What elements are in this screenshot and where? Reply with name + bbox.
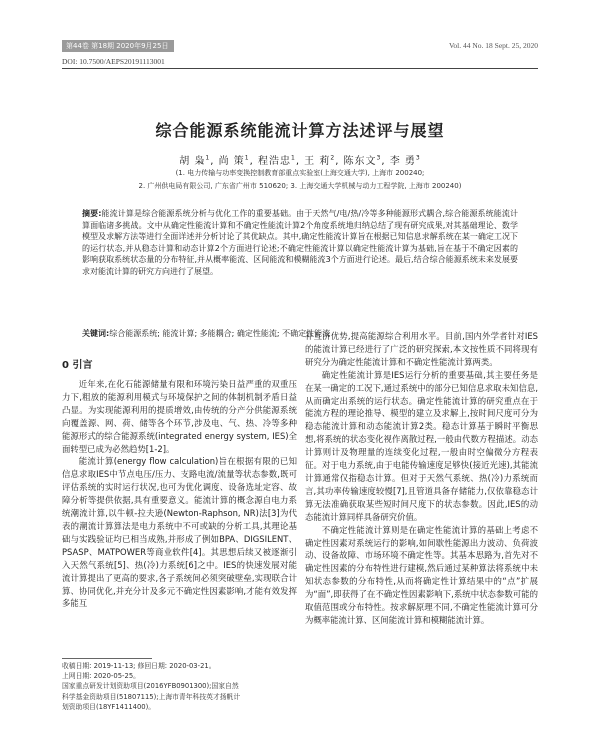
author: 尚 策$^1$, <box>218 154 258 167</box>
doi: DOI: 10.7500/AEPS20191113001 <box>62 57 165 66</box>
journal-issue-en: Vol. 44 No. 18 Sept. 25, 2020 <box>448 41 538 50</box>
paragraph: 确定性能流计算是IES运行分析的重要基础,其主要任务是在某一确定的工况下,通过系统中的部分已知信息求取未知信息,从而确定出系统的运行状态。确定性能流计算的研究重点在于能流方程的理论推导、模型的建立及求解上,按时间尺度可分为稳态能流计算和动态能流计算2类。稳态计算基于瞬时平衡思想,将系统的状态变化视作离散过程,一般由代数方程描述。动态计算则计及物理量的连续变化过程,一般由时空偏微分方程表征。对于电力系统,由于电能传输速度足够快(接近光速),其能流计算通常仅指稳态计算。但对于天然气系统、热(冷)力系统而言,其功率传输速度较慢[7],且管道具备存储能力,仅依靠稳态计算无法准确获取某些短时间尺度下的状态参数。因此,IES的动态能流计算同样具备研究价值。 <box>305 369 538 522</box>
affiliation-line-1: (1. 电力传输与功率变换控制教育部重点实验室(上海交通大学), 上海市 200240; <box>175 169 425 177</box>
footnote-line: 划资助项目(18YF1411400)。 <box>62 702 156 711</box>
right-column <box>305 330 538 730</box>
header-rule <box>62 68 538 69</box>
paragraph: 补互济优势,提高能源综合利用水平。目前,国内外学者针对IES的能流计算已经进行了广泛的研究探索,本文按性质不同将现有研究分为确定性能流计算和不确定性能流计算两类。 <box>305 331 538 367</box>
footnote-line: 收稿日期: 2019-11-13; 修回日期: 2020-03-21。 <box>62 662 216 670</box>
section-heading-introduction: 0 引言 <box>62 360 93 371</box>
journal-issue-band: 第44卷 第18期 2020年9月25日 <box>62 40 174 52</box>
affiliation-line-2: 2. 广州供电局有限公司, 广东省广州市 510620; 3. 上海交通大学机械与动力工程学院, 上海市 200240) <box>138 182 462 190</box>
paragraph: 近年来,在化石能源储量有限和环境污染日益严重的双重压力下,粗放的能源利用模式与环境保护之间的体制机制矛盾日益凸显。为实现能源利用的提质增效,由传统的分产分供能源系统向覆盖源、网、荷、储等各个环节,涉及电、气、热、冷等多种能源形式的综合能源系统(integrated energy system, IES)全面转型已成为必然趋势[1-2]。 <box>62 379 297 454</box>
footnote-rule <box>62 658 152 659</box>
abstract-text: 能流计算是综合能源系统分析与优化工作的重要基础。由于天然气/电/热/冷等多种能源形式耦合,综合能源系统能流计算面临诸多挑战。文中从确定性能流计算和不确定性能流计算2个角度系统地归纳总结了现有研究成果,对其基础理论、数学模型及求解方法等进行全面详述并分析讨论了其优缺点。其中,确定性能流计算旨在根据已知信息求解系统在某一确定工况下的运行状态,并从稳态计算和动态计算2个方面进行论述;不确定性能流计算以确定性能流计算为基础,旨在基于不确定因素的影响获取系统状态量的分布特征,并从概率能流、区间能流和模糊能流3个方面进行论述。最后,结合综合能源系统未来发展要求对能流计算的研究方向进行了展望。 <box>82 209 518 276</box>
author: 胡 枭$^1$, <box>179 154 219 167</box>
author: 王 莉$^2$, <box>304 154 344 167</box>
paper-title: 综合能源系统能流计算方法述评与展望 <box>155 121 445 140</box>
abstract-label: 摘要: <box>82 209 102 218</box>
footnotes <box>62 661 297 728</box>
keywords-label: 关键词: <box>82 329 110 338</box>
paragraph: 能流计算(energy flow calculation)旨在根据有限的已知信息求取IES中节点电压/压力、支路电流/流量等状态参数,既可评估系统的实时运行状况,也可为优化调度、设备选址定容、故障分析等提供依据,具有重要意义。能流计算的概念源自电力系统潮流计算,以牛顿-拉夫逊(Newton-Raphson, NR)法[3]为代表的潮流计算算法是电力系统中不可或缺的分析工具,其理论基础与实践验证均已相当成熟,并形成了例如BPA、DIGSILENT、PSASP、MATPOWER等商业软件[4]。其思想后续又被逐渐引入天然气系统[5]、热(冷)力系统[6]之中。IES的快速发展对能流计算提出了更高的要求,各子系统间必须突破壁垒,实现联合计算、协同优化,并充分计及多元不确定性因素影响,才能有效发挥多能互 <box>62 456 297 609</box>
left-column <box>62 378 297 653</box>
footnote-line: 国家重点研发计划资助项目(2016YFB0901300);国家自然 <box>62 682 239 691</box>
footnote-line: 上网日期: 2020-05-25。 <box>62 672 140 681</box>
keywords-text: 综合能源系统; 能流计算; 多能耦合; 确定性能流; 不确定性能流 <box>109 329 331 338</box>
author: 陈东文$^3$, <box>343 154 390 167</box>
paragraph: 不确定性能流计算则是在确定性能流计算的基础上考虑不确定性因素对系统运行的影响,如间歇性能源出力波动、负荷波动、设备故障、市场环境不确定性等。其基本思路为,首先对不确定性因素的分布特性进行建模,然后通过某种算法将系统中未知状态参数的分布特性,从而将确定性计算结果中的“点”扩展为“面”,即获得了在不确定性因素影响下,系统中状态参数可能的取值范围或分布特性。按求解原理不同,不确定性能流计算可分为概率能流计算、区间能流计算和模糊能流计算。 <box>305 524 538 625</box>
author-list <box>0 152 600 167</box>
footnote-line: 科学基金资助项目(51807115);上海市青年科技英才扬帆计 <box>62 692 241 701</box>
author: 李 勇$^3$ <box>389 154 421 167</box>
abstract <box>82 208 518 326</box>
author: 程浩忠$^1$, <box>257 154 305 167</box>
